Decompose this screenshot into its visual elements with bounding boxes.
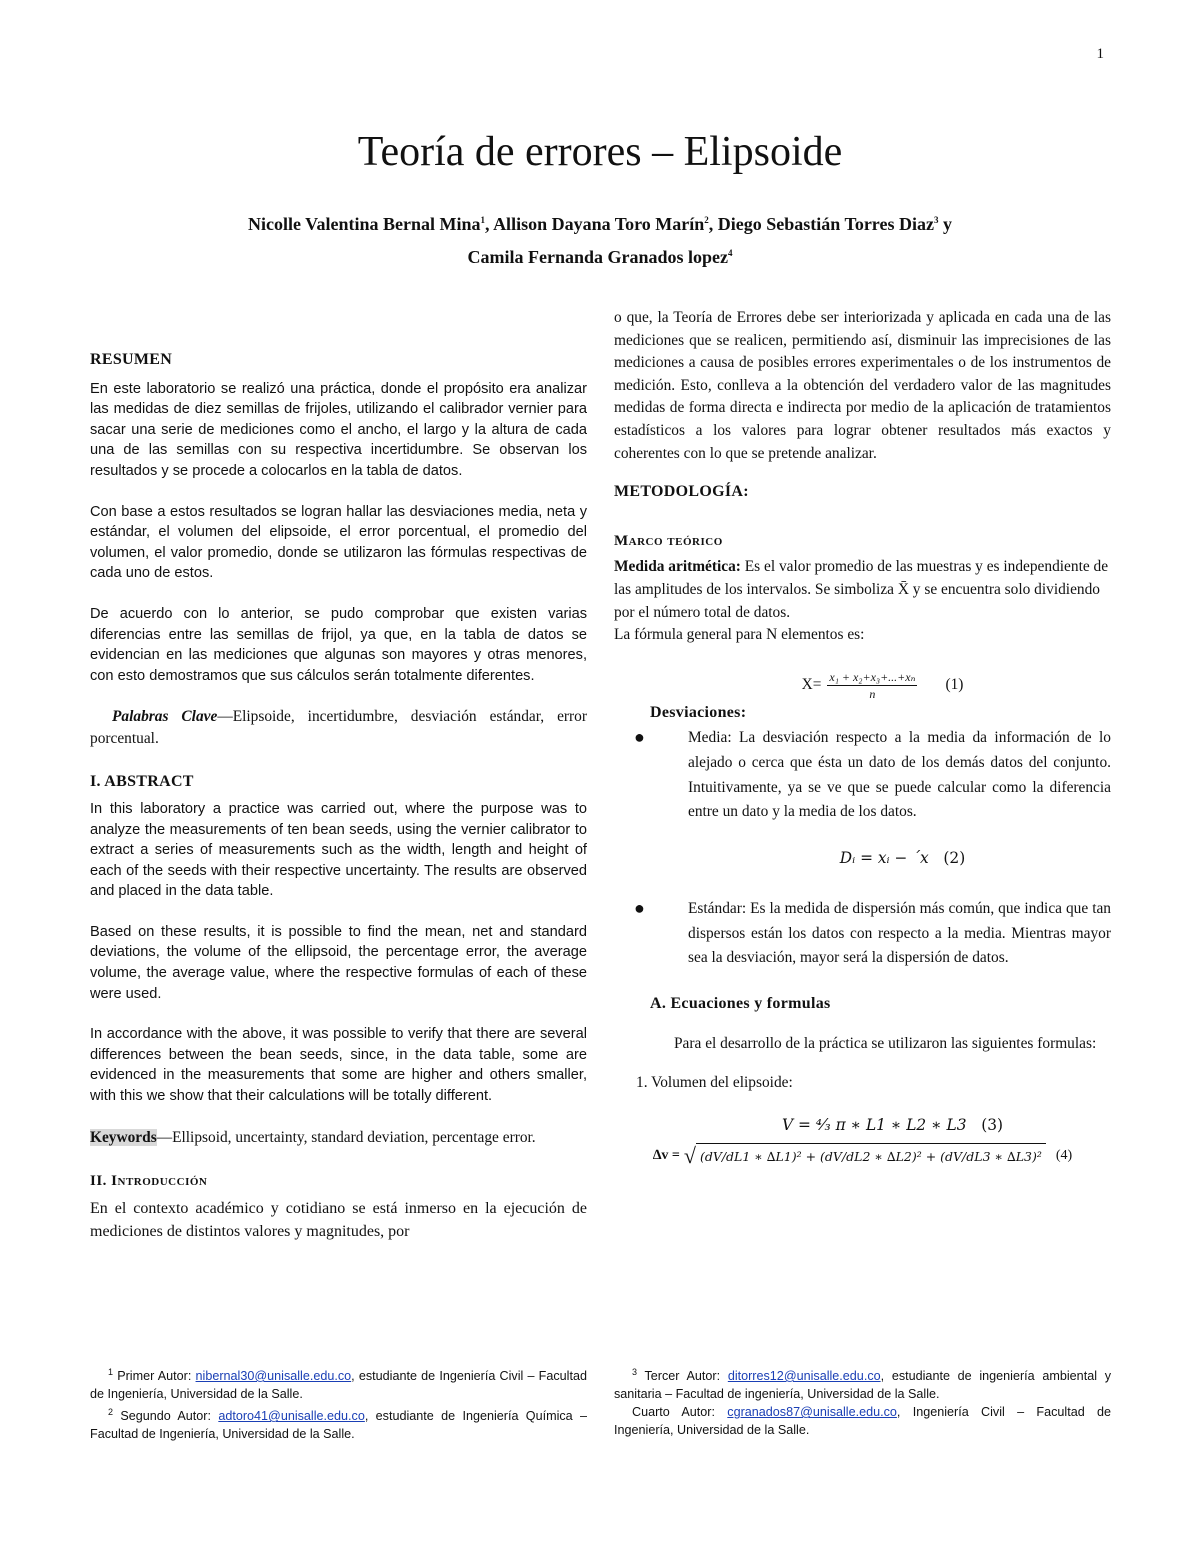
footnote-mark: 1 bbox=[108, 1367, 114, 1377]
formula-intro: La fórmula general para N elementos es: bbox=[614, 626, 865, 644]
footnote-1 bbox=[90, 1363, 587, 1403]
eq2-text: Dᵢ = xᵢ − ´x bbox=[839, 848, 929, 867]
author-name: Diego Sebastián Torres Diaz bbox=[717, 214, 934, 234]
abstract-paragraph: In accordance with the above, it was possible to verify that there are several differences between the bean seeds, since, in the data table, some are evidenced in the measurements that some are higher and others smaller, with this we show that their calculations will be totally different. bbox=[90, 1026, 587, 1105]
footnote-3 bbox=[614, 1363, 1111, 1403]
author-sup: 3 bbox=[933, 215, 939, 225]
eq1-number: (1) bbox=[945, 675, 964, 693]
footnotes-right bbox=[614, 1363, 1111, 1439]
media-aritmetica bbox=[614, 556, 1111, 624]
palabras-clave bbox=[90, 706, 587, 750]
author-line-2 bbox=[120, 239, 1080, 272]
eq4-lhs: ∆v = bbox=[652, 1148, 680, 1164]
desviaciones-heading: Desviaciones: bbox=[650, 703, 747, 721]
resumen-heading: RESUMEN bbox=[90, 351, 173, 368]
footnote-4 bbox=[614, 1403, 1111, 1439]
section-a-heading: A. Ecuaciones y formulas bbox=[650, 995, 831, 1013]
email-link-1[interactable]: nibernal30@unisalle.edu.co bbox=[195, 1369, 352, 1384]
author-sup: 1 bbox=[480, 215, 486, 225]
eq2-number: (2) bbox=[943, 848, 966, 867]
eq3-text: V = ⁴⁄₃ π ∗ L1 ∗ L2 ∗ L3 bbox=[782, 1116, 967, 1135]
eq4-radicand: (dV/dL1 ∗ ∆L1)² + (dV/dL2 ∗ ∆L2)² + (dV/dL3 ∗ ∆L3)² bbox=[696, 1143, 1046, 1171]
keywords-text: —Ellipsoid, uncertainty, standard deviation, percentage error. bbox=[156, 1128, 536, 1146]
footnote-text: , estudiante de Ingeniería Civil – Facultad de Ingeniería, Universidad de la Salle. bbox=[90, 1369, 587, 1402]
intro-heading: II. Introducción bbox=[90, 1172, 208, 1189]
footnote-text: , Ingeniería Civil – Facultad de Ingeniería, Universidad de la Salle. bbox=[614, 1405, 1112, 1438]
bullet-dot: ● bbox=[634, 898, 645, 919]
eq1-lhs: X= bbox=[801, 675, 822, 693]
palabras-clave-text: —Elipsoide, incertidumbre, desviación estándar, error porcentual. bbox=[90, 708, 587, 748]
eq1-fraction bbox=[827, 669, 917, 702]
resumen-paragraph: En este laboratorio se realizó una práctica, donde el propósito era analizar las medidas de diez semillas de frijoles, utilizando el calibrador vernier para sacar una serie de mediciones como el ancho, el largo y la altura de cada una de las semillas con su respectiva incertidumbre. Se observan los resultados y se procede a colocarlos en la tabla de datos. bbox=[90, 380, 587, 479]
bullet-estandar-text: Estándar: Es la medida de dispersión más común, que indica que tan dispersos están los datos con respecto a la media. Mientras mayor sea la desviación, mayor será la dispersión de datos. bbox=[688, 900, 1111, 967]
equation-3 bbox=[614, 1114, 1111, 1137]
equation-1 bbox=[614, 669, 1111, 702]
eq1-denominator: n bbox=[869, 686, 876, 701]
author-name: Nicolle Valentina Bernal Mina bbox=[248, 214, 481, 234]
author-sep: y bbox=[938, 214, 952, 234]
formulas-paragraph: Para el desarrollo de la práctica se utilizaron las siguientes formulas: bbox=[674, 1034, 1097, 1052]
bullet-media-text: Media: La desviación respecto a la media da información de lo alejado o cerca que ésta un dato de los demás datos del conjunto. Intuitivamente, ya se ve que se puede calcular como la diferencia entre un dato y la media de los datos. bbox=[688, 729, 1111, 821]
keywords-label: Keywords bbox=[90, 1128, 157, 1146]
equation-4 bbox=[614, 1143, 1111, 1171]
footnotes-left bbox=[90, 1363, 587, 1443]
author-name: Allison Dayana Toro Marín bbox=[493, 214, 705, 234]
list-item-volumen: 1. Volumen del elipsoide: bbox=[636, 1073, 793, 1091]
footnote-text: , estudiante de ingeniería ambiental y sanitaria – Facultad de ingeniería, Universidad de la Salle. bbox=[614, 1369, 1111, 1402]
email-link-2[interactable]: adtoro41@unisalle.edu.co bbox=[218, 1409, 365, 1424]
eq4-number: (4) bbox=[1055, 1148, 1073, 1164]
email-link-3[interactable]: ditorres12@unisalle.edu.co bbox=[727, 1369, 881, 1384]
abstract-paragraph: Based on these results, it is possible to find the mean, net and standard deviations, the volume of the ellipsoid, the percentage error, the average volume, the average value, where the respective formulas of each of these were used. bbox=[90, 923, 587, 1002]
abstract-heading: I. ABSTRACT bbox=[90, 773, 194, 791]
author-sep: , bbox=[485, 214, 494, 234]
equation-2 bbox=[614, 847, 1111, 870]
intro-continuation: o que, la Teoría de Errores debe ser interiorizada y aplicada en cada una de las mediciones que se realicen, permitiendo así, disminuir las imprecisiones de las mediciones a causa de posibles errores experimentales o de los instrumentos de medición. Esto, conlleva a la obtención del verdadero valor de las magnitudes medidas de forma directa e indirecta por medio de la aplicación de tratamientos estadísticos a los valores para lograr obtener resultados más exactos y coherentes con lo que se pretende analizar. bbox=[614, 309, 1111, 462]
bullet-estandar bbox=[614, 897, 1111, 971]
eq1-numerator: x₁ + x₂+x₃+...+xₙ bbox=[829, 669, 916, 684]
bullet-media bbox=[614, 726, 1111, 824]
bullet-dot: ● bbox=[634, 727, 645, 748]
resumen-paragraph: De acuerdo con lo anterior, se pudo comprobar que existen varias diferencias entre las semillas de frijol, ya que, en la tabla de datos se evidencian en las mediciones que algunas son mayores y otras menores, con esto demostramos que sus cálculos serán totalmente diferentes. bbox=[90, 605, 587, 684]
footnote-text: Segundo Autor: bbox=[113, 1409, 219, 1424]
author-line-1 bbox=[120, 206, 1080, 239]
footnote-text: Cuarto Autor: bbox=[632, 1405, 728, 1420]
right-column bbox=[614, 300, 1111, 1170]
intro-paragraph: En el contexto académico y cotidiano se está inmerso en la ejecución de mediciones de distintos valores y magnitudes, por bbox=[90, 1200, 587, 1241]
author-list bbox=[120, 206, 1080, 272]
abstract-paragraph: In this laboratory a practice was carried out, where the purpose was to analyze the measurements of ten bean seeds, using the vernier calibrator to extract a series of measurements such as the width, length and height of each of the seeds with their respective uncertainty. The results are observed and placed in the data table. bbox=[90, 800, 587, 900]
email-link-4[interactable]: cgranados87@unisalle.edu.co bbox=[727, 1405, 897, 1420]
media-text: Es el valor promedio de las muestras y es independiente de las amplitudes de los intervalos. Se simboliza X̄ y se encuentra solo dividiendo por el número total de datos. bbox=[614, 558, 1109, 621]
author-sep: , bbox=[708, 214, 718, 234]
eq3-number: (3) bbox=[981, 1116, 1003, 1135]
footnote-mark: 3 bbox=[632, 1367, 638, 1377]
page-number: 1 bbox=[1096, 46, 1104, 62]
author-sup: 4 bbox=[728, 248, 733, 258]
footnote-text: , estudiante de Ingeniería Química – Facultad de Ingeniería, Universidad de la Salle. bbox=[90, 1409, 588, 1442]
left-column bbox=[90, 300, 587, 1243]
footnote-text: Tercer Autor: bbox=[637, 1369, 728, 1384]
metodologia-heading: METODOLOGÍA: bbox=[614, 483, 749, 501]
footnote-text: Primer Autor: bbox=[113, 1369, 196, 1384]
marco-heading: Marco teórico bbox=[614, 532, 723, 549]
footnote-mark: 2 bbox=[108, 1407, 114, 1418]
footnote-2 bbox=[90, 1403, 587, 1443]
sqrt-symbol: √ bbox=[683, 1143, 696, 1169]
paper-title: Teoría de errores – Elipsoide bbox=[357, 129, 843, 175]
palabras-clave-label: Palabras Clave bbox=[112, 708, 218, 726]
media-label: Medida aritmética: bbox=[614, 558, 741, 576]
resumen-paragraph: Con base a estos resultados se logran hallar las desviaciones media, neta y estándar, el volumen del elipsoide, el error porcentual, el promedio del volumen, el valor promedio, donde se utilizaron las fórmulas respectivas de cada uno de estos. bbox=[90, 503, 587, 582]
author-name: Camila Fernanda Granados lopez bbox=[467, 247, 728, 267]
keywords bbox=[90, 1127, 587, 1149]
author-sup: 2 bbox=[704, 215, 709, 225]
